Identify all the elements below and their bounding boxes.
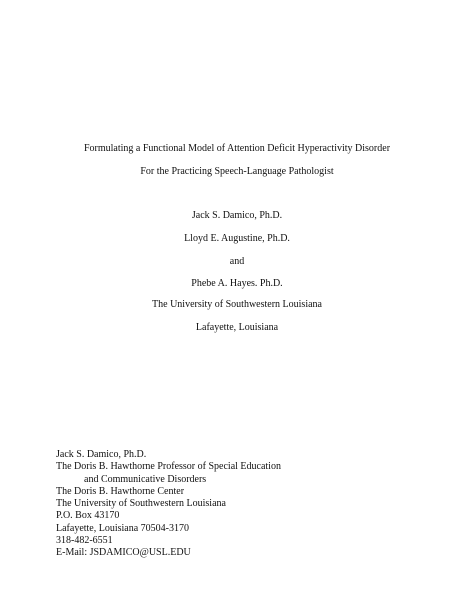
contact-name: Jack S. Damico, Ph.D. [56,449,147,460]
contact-city-state-zip: Lafayette, Louisiana 70504-3170 [56,522,190,534]
contact-university: The University of Southwestern Louisiana [56,498,226,510]
author-1: Jack S. Damico, Ph.D. [191,210,283,221]
institution: The University of Southwestern Louisiana [152,299,322,310]
author-2: Lloyd E. Augustine, Ph.D. [184,233,290,244]
title-line-2: For the Practicing Speech-Language Pathologist [140,166,334,177]
contact-po-box: P.O. Box 43170 [56,510,120,522]
contact-email: E-Mail: JSDAMICO@USL.EDU [56,547,191,559]
location: Lafayette, Louisiana [195,322,279,333]
title-line-1: Formulating a Functional Model of Attention Deficit Hyperactivity Disorder [83,143,391,154]
author-3: Phebe A. Hayes. Ph.D. [191,278,283,289]
contact-block [56,449,281,560]
author-conjunction: and [229,256,245,267]
contact-center: The Doris B. Hawthorne Center [56,485,185,497]
contact-position-line-1: The Doris B. Hawthorne Professor of Special Education [56,461,281,473]
contact-position-line-2: and Communicative Disorders [84,473,207,485]
contact-phone: 318-482-6551 [56,535,113,547]
